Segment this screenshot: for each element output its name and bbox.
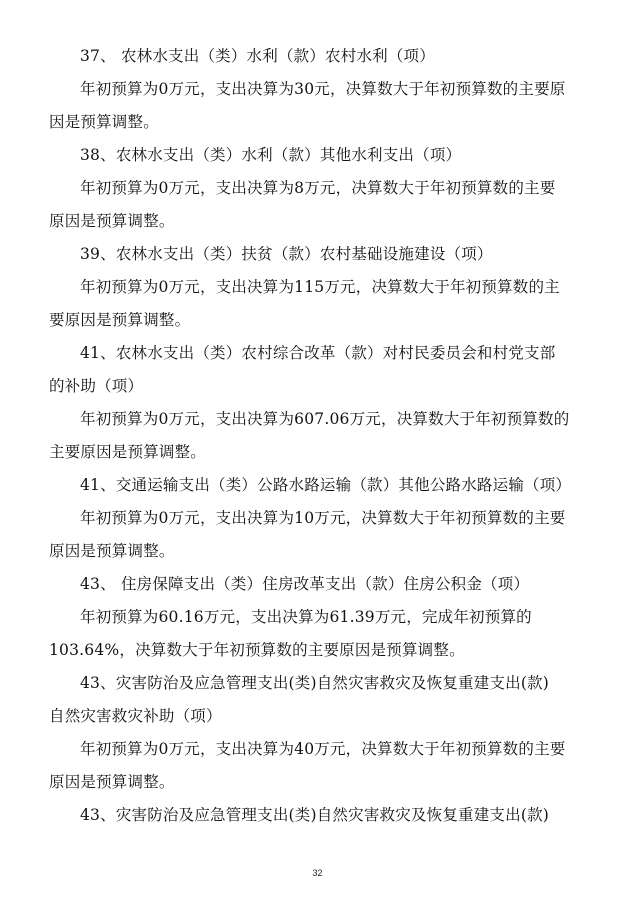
paragraph xyxy=(49,667,602,733)
paragraph-first-line: 年初预算为0万元，支出决算为40万元，决算数大于年初预算数的主要 xyxy=(80,740,566,758)
paragraph-continuation-line: 因是预算调整。 xyxy=(49,113,159,131)
page-number: 32 xyxy=(312,868,323,878)
paragraph xyxy=(49,73,602,139)
paragraph-first-line: 年初预算为0万元，支出决算为115万元，决算数大于年初预算数的主 xyxy=(80,278,560,296)
paragraph xyxy=(49,271,602,337)
paragraph xyxy=(49,502,602,568)
paragraph-first-line: 37、 农林水支出（类）水利（款）农村水利（项） xyxy=(80,47,435,65)
paragraph xyxy=(49,733,602,799)
paragraph xyxy=(80,568,602,601)
paragraph-first-line: 年初预算为0万元，支出决算为607.06万元，决算数大于年初预算数的 xyxy=(80,410,570,428)
paragraph xyxy=(80,139,602,172)
paragraph-first-line: 43、灾害防治及应急管理支出(类)自然灾害救灾及恢复重建支出(款) xyxy=(80,806,550,824)
paragraph-first-line: 年初预算为0万元，支出决算为8万元，决算数大于年初预算数的主要 xyxy=(80,179,556,197)
paragraph-continuation-line: 原因是预算调整。 xyxy=(49,542,175,560)
paragraph-continuation-line: 原因是预算调整。 xyxy=(49,773,175,791)
paragraph-first-line: 43、灾害防治及应急管理支出(类)自然灾害救灾及恢复重建支出(款) xyxy=(80,674,550,692)
paragraph-first-line: 41、农林水支出（类）农村综合改革（款）对村民委员会和村党支部 xyxy=(80,344,556,362)
paragraph xyxy=(80,799,602,832)
paragraph-first-line: 年初预算为60.16万元，支出决算为61.39万元，完成年初预算的 xyxy=(80,608,532,626)
paragraph xyxy=(49,601,602,667)
paragraph-first-line: 38、农林水支出（类）水利（款）其他水利支出（项） xyxy=(80,146,462,164)
paragraph xyxy=(80,40,602,73)
paragraph xyxy=(49,403,602,469)
paragraph xyxy=(80,238,602,271)
paragraph-first-line: 年初预算为0万元，支出决算为10万元，决算数大于年初预算数的主要 xyxy=(80,509,566,527)
paragraph-continuation-line: 自然灾害救灾补助（项） xyxy=(49,707,222,725)
paragraph-continuation-line: 主要原因是预算调整。 xyxy=(49,443,207,461)
document-body xyxy=(49,40,602,832)
paragraph-first-line: 41、交通运输支出（类）公路水路运输（款）其他公路水路运输（项） xyxy=(80,476,572,494)
paragraph xyxy=(49,337,602,403)
paragraph-first-line: 年初预算为0万元，支出决算为30元，决算数大于年初预算数的主要原 xyxy=(80,80,566,98)
paragraph xyxy=(80,469,602,502)
paragraph-first-line: 43、 住房保障支出（类）住房改革支出（款）住房公积金（项） xyxy=(80,575,530,593)
paragraph-first-line: 39、农林水支出（类）扶贫（款）农村基础设施建设（项） xyxy=(80,245,493,263)
paragraph-continuation-line: 的补助（项） xyxy=(49,377,144,395)
paragraph-continuation-line: 原因是预算调整。 xyxy=(49,212,175,230)
paragraph-continuation-line: 要原因是预算调整。 xyxy=(49,311,191,329)
paragraph xyxy=(49,172,602,238)
paragraph-continuation-line: 103.64%，决算数大于年初预算数的主要原因是预算调整。 xyxy=(49,641,465,659)
